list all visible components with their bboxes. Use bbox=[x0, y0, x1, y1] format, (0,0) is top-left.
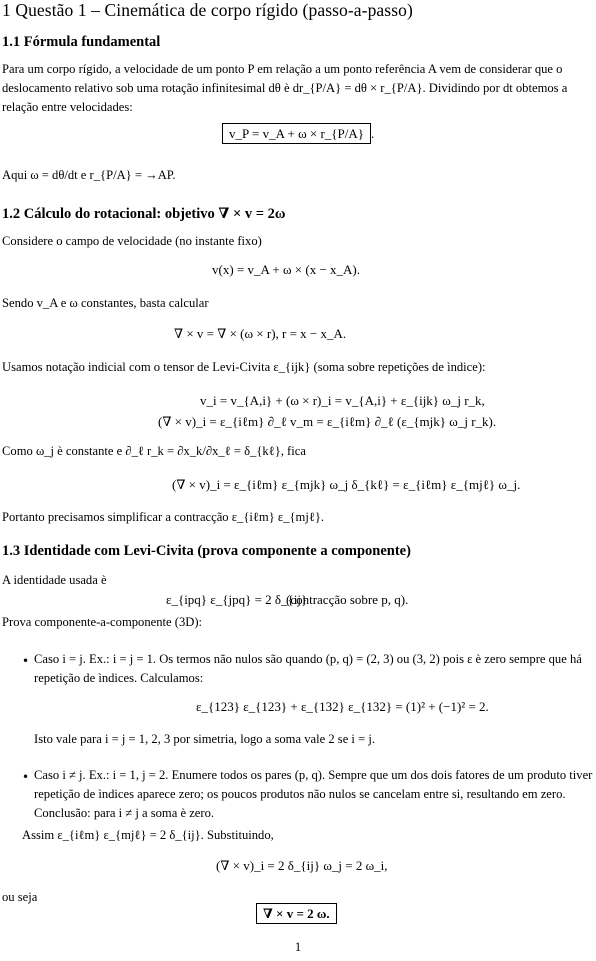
bullet-case-equal: Caso i = j. Ex.: i = j = 1. Os termos não nulos são quando (p, q) = (2, 3) ou (3, 2) pois ε è zero sempre que há repetição de ìndices. Calculamos: bbox=[34, 652, 582, 685]
equation-curl-result: (∇ × v)_i = 2 δ_{ij} ω_j = 2 ω_i, bbox=[216, 858, 388, 873]
boxed-formula: v_P = v_A + ω × r_{P/A} bbox=[222, 123, 371, 144]
paragraph-constants: Sendo v_A e ω constantes, basta calcular bbox=[2, 296, 209, 310]
paragraph-index-notation: Usamos notação indicial com o tensor de Levi-Civita ε_{ijk} (soma sobre repetições de ìndice): bbox=[2, 360, 486, 374]
equation-curl-contraction: (∇ × v)_i = ε_{iℓm} ε_{mjk} ω_j δ_{kℓ} = ε_{iℓm} ε_{mjℓ} ω_j. bbox=[172, 477, 521, 492]
equation-curl-target: ∇ × v = ∇ × (ω × r), r = x − x_A. bbox=[174, 326, 347, 341]
equation-indicial-velocity: v_i = v_{A,i} + (ω × r)_i = v_{A,i} + ε_{ijk} ω_j r_k, bbox=[200, 393, 485, 408]
equation-boxed-velocity bbox=[222, 126, 374, 142]
equation-final bbox=[256, 906, 337, 922]
paragraph-identity: A identidade usada è bbox=[2, 573, 107, 587]
paragraph-proof-intro: Prova componente-a-componente (3D): bbox=[2, 615, 203, 629]
boxed-final-formula: ∇ × v = 2 ω. bbox=[256, 903, 337, 924]
equation-velocity-field: v(x) = v_A + ω × (x − x_A). bbox=[212, 262, 361, 277]
section-title: 1 Questão 1 – Cinemática de corpo rígido (passo-a-passo) bbox=[2, 0, 413, 20]
equation-levi-civita-identity: ε_{ipq} ε_{jpq} = 2 δ_{ij} bbox=[166, 592, 308, 607]
paragraph-constant-omega: Como ω_j è constante e ∂_ℓ r_k = ∂x_k/∂x_ℓ = δ_{kℓ}, fica bbox=[2, 444, 306, 458]
paragraph-substitution: Assim ε_{iℓm} ε_{mjℓ} = 2 δ_{ij}. Substituindo, bbox=[22, 828, 274, 842]
paragraph-or-rather: ou seja bbox=[2, 890, 38, 904]
equation-period: . bbox=[371, 126, 375, 141]
heading-1-3: 1.3 Identidade com Levi-Civita (prova componente a componente) bbox=[2, 543, 411, 559]
equation-case-equal-sum: ε_{123} ε_{123} + ε_{132} ε_{132} = (1)² + (−1)² = 2. bbox=[196, 699, 489, 714]
bullet-marker-1: • bbox=[22, 654, 30, 668]
heading-1-2: 1.2 Cálculo do rotacional: objetivo ∇ × v = 2ω bbox=[2, 206, 286, 222]
equation-indicial-curl: (∇ × v)_i = ε_{iℓm} ∂_ℓ v_m = ε_{iℓm} ∂_ℓ (ε_{mjk} ω_j r_k). bbox=[158, 414, 497, 429]
paragraph-omega-definition: Aqui ω = dθ/dt e r_{P/A} = →AP. bbox=[2, 168, 176, 182]
heading-1-1: 1.1 Fórmula fundamental bbox=[2, 34, 161, 50]
bullet-case-different: Caso i ≠ j. Ex.: i = 1, j = 2. Enumere todos os pares (p, q). Sempre que um dos dois fatores de um produto tiver repetição de ìndices aparece zero; os poucos produtos não nulos se cancelam entre si, resultando em zero. Conclusão: para i ≠ j a soma è zero. bbox=[34, 768, 593, 820]
equation-identity-note: (contracção sobre p, q). bbox=[286, 592, 409, 607]
paragraph-velocity-field: Considere o campo de velocidade (no instante fixo) bbox=[2, 234, 262, 248]
bullet-marker-2: • bbox=[22, 770, 30, 784]
paragraph-simplify: Portanto precisamos simplificar a contracção ε_{iℓm} ε_{mjℓ}. bbox=[2, 510, 325, 524]
paragraph-symmetry: Isto vale para i = j = 1, 2, 3 por simetria, logo a soma vale 2 se i = j. bbox=[34, 732, 375, 746]
page-number: 1 bbox=[294, 940, 302, 954]
paragraph-fundamental: Para um corpo rígido, a velocidade de um ponto P em relação a um ponto referência A vem de considerar que o deslocamento relativo sob uma rotação infinitesimal dθ è dr_{P/A} = dθ × r_{P/A}. Dividindo por dt obtemos a relação entre velocidades: bbox=[2, 62, 568, 114]
